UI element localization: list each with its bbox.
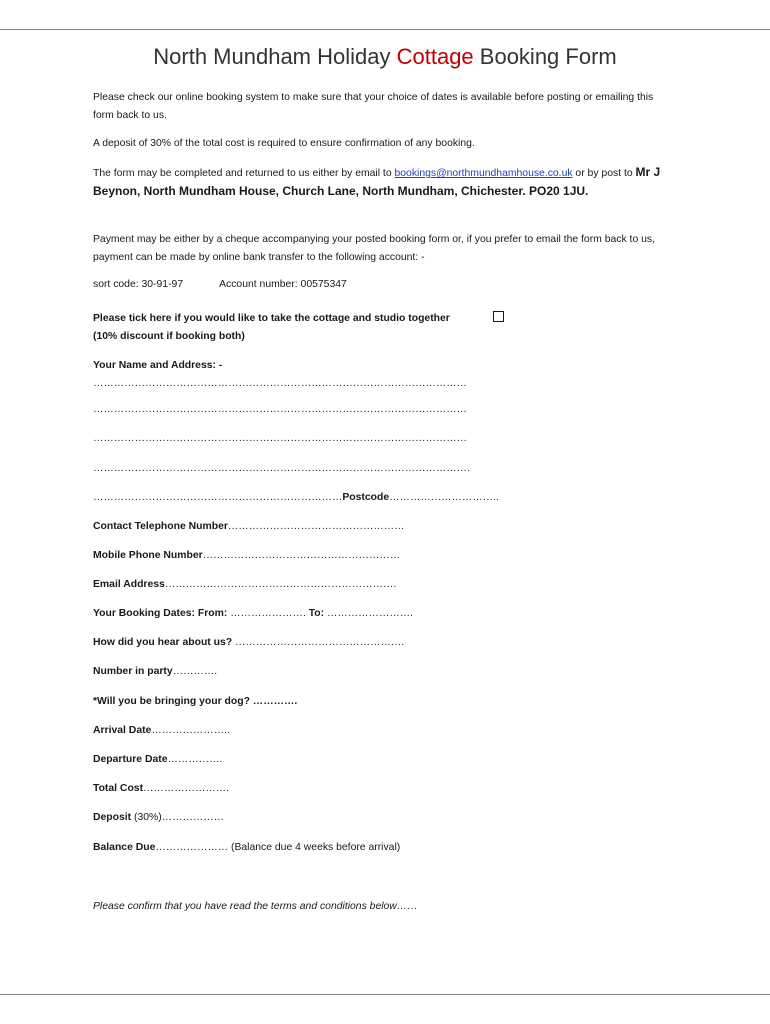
deposit-row [93, 812, 224, 823]
cottage-studio-checkbox[interactable] [493, 311, 504, 322]
departure-row [93, 754, 222, 765]
title-text: North Mundham Holiday [153, 44, 397, 69]
top-rule [0, 29, 770, 30]
contact-row [93, 521, 405, 532]
hear-field[interactable]: …………………………………………. [232, 637, 405, 648]
intro3-text: The form may be completed and returned to us either by email to [93, 168, 395, 179]
sort-code: sort code: 30-91-97 [93, 279, 184, 290]
total-label: Total Cost [93, 783, 144, 794]
confirm-note: Please confirm that you have read the terms and conditions below…… [93, 901, 418, 912]
balance-field[interactable]: ………………… [155, 842, 229, 853]
name-address-label: Your Name and Address: - [93, 360, 223, 371]
bank-details [93, 279, 347, 290]
to-date-field[interactable]: ……………………. [326, 608, 413, 619]
hear-label: How did you hear about us? [93, 637, 233, 648]
mobile-row [93, 550, 400, 561]
total-row [93, 783, 229, 794]
party-row [93, 666, 217, 677]
mobile-label: Mobile Phone Number [93, 550, 203, 561]
intro3-mid: or by post to [572, 168, 636, 179]
hear-row [93, 637, 404, 648]
postcode-row [93, 492, 499, 503]
contact-field[interactable]: …………………………………………… [227, 521, 405, 532]
departure-label: Departure Date [93, 754, 168, 765]
bottom-rule [0, 994, 770, 995]
address-line-5[interactable]: ……………………………………………………………… [93, 492, 343, 503]
email-row [93, 579, 396, 590]
discount-note: (10% discount if booking both) [93, 331, 245, 342]
total-field[interactable]: ……………………. [143, 783, 230, 794]
email-link[interactable]: bookings@northmundhamhouse.co.uk [394, 168, 573, 179]
intro-paragraph-1: Please check our online booking system to make sure that your choice of dates is available before posting or emailing this form back to us. [93, 92, 654, 121]
party-field[interactable]: …………. [172, 666, 218, 677]
dates-label: Your Booking Dates: From: [93, 608, 231, 619]
account-number: Account number: 00575347 [219, 279, 347, 290]
balance-note: (Balance due 4 weeks before arrival) [228, 842, 401, 853]
postcode-label: Postcode [342, 492, 390, 503]
intro-paragraph-4: Payment may be either by a cheque accompanying your posted booking form or, if you prefer to email the form back to us, payment can be made by online bank transfer to the following account: - [93, 234, 655, 263]
email-field[interactable]: …………………………………………………………. [164, 579, 397, 590]
dog-row [93, 696, 297, 707]
title-text-end: Booking Form [473, 44, 617, 69]
party-label: Number in party [93, 666, 173, 677]
intro-paragraph-3 [93, 164, 678, 201]
arrival-label: Arrival Date [93, 725, 152, 736]
postal-address: Mr J Beynon, North Mundham House, Church Lane, North Mundham, Chichester. PO20 1JU. [93, 165, 661, 198]
mobile-field[interactable]: ………………………………………………… [202, 550, 401, 561]
departure-field[interactable]: ……………. [167, 754, 223, 765]
postcode-field[interactable]: ………………………….. [389, 492, 499, 503]
from-date-field[interactable]: …………………. [230, 608, 306, 619]
balance-row [93, 842, 400, 853]
address-line-1[interactable]: ……………………………………………………………………………………………… [93, 378, 468, 389]
address-line-2[interactable]: ……………………………………………………………………………………………… [93, 404, 468, 415]
address-line-3[interactable]: ……………………………………………………………………………………………… [93, 433, 468, 444]
dog-field[interactable]: …………. [252, 696, 298, 707]
deposit-field[interactable]: (30%)……………… [131, 812, 225, 823]
tick-label: Please tick here if you would like to take the cottage and studio together [93, 313, 450, 324]
address-line-4[interactable]: ………………………………………………………………………………………………. [93, 463, 470, 474]
contact-label: Contact Telephone Number [93, 521, 228, 532]
arrival-row [93, 725, 230, 736]
arrival-field[interactable]: ………………….. [151, 725, 230, 736]
deposit-label: Deposit [93, 812, 132, 823]
dates-row [93, 608, 413, 619]
intro-paragraph-2: A deposit of 30% of the total cost is required to ensure confirmation of any booking. [93, 138, 475, 149]
dog-label: *Will you be bringing your dog? [93, 696, 253, 707]
page-title [0, 44, 770, 70]
balance-label: Balance Due [93, 842, 156, 853]
to-label: To: [305, 608, 327, 619]
email-label: Email Address [93, 579, 165, 590]
title-accent: Cottage [396, 44, 474, 69]
